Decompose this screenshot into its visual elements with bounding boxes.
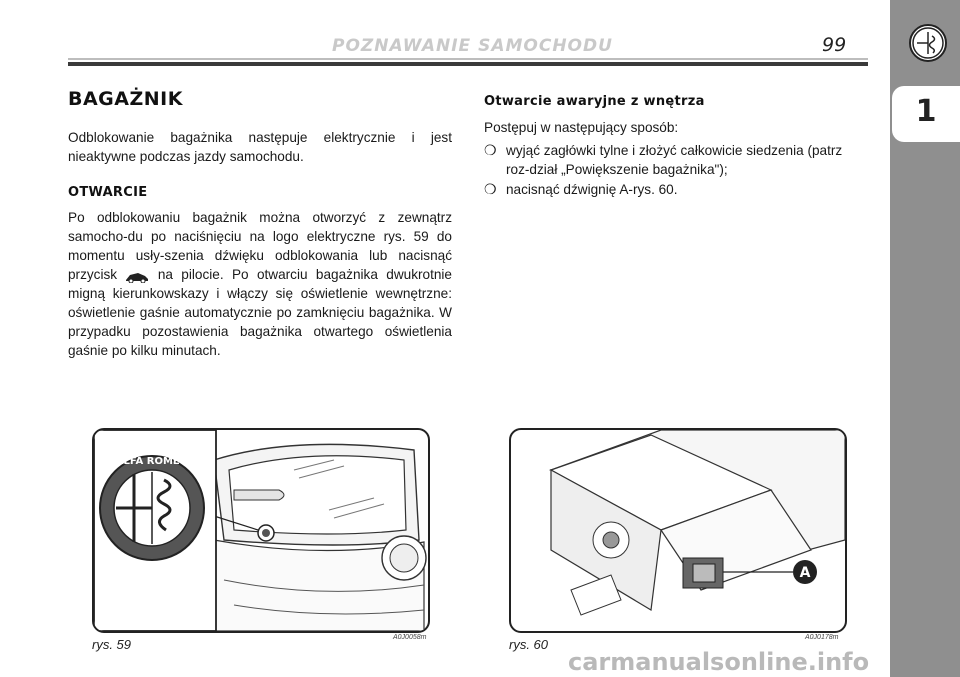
figure-59 xyxy=(92,428,430,633)
figure-59-caption: rys. 59 xyxy=(92,637,132,652)
logo-lettering: ALFA ROMEO xyxy=(115,456,189,467)
figure-59-code: A0J0058m xyxy=(393,634,427,641)
figure-60-caption: rys. 60 xyxy=(509,637,549,652)
chapter-number: 1 xyxy=(915,94,937,129)
opening-paragraph xyxy=(68,208,452,360)
list-item: ❍ nacisnąć dźwignię A-rys. 60. xyxy=(484,181,678,197)
alfa-romeo-logo-icon xyxy=(909,24,947,62)
trunk-lever-illustration xyxy=(511,430,845,631)
emergency-intro: Postępuj w następujący sposób: xyxy=(484,120,679,135)
bullet-icon: ❍ xyxy=(484,181,497,197)
opening-paragraph-part2: na pilocie. Po otwarciu bagażnika dwukrotnie migną kierunkowskazy i włączy się oświetlenie wewnętrzne: oświetlenie gaśnie automatycznie po zamknięciu bagażnika. W przypadku pozostawienia bagażnika otwartego oświetlenia gaśnie po kilku minutach. xyxy=(68,267,452,358)
callout-a: A xyxy=(799,565,811,581)
list-item: ❍ wyjąć zagłówki tylne i złożyć całkowicie siedzenia (patrz roz-dział „Powiększenie bagażnika"); xyxy=(484,142,843,177)
bullet-icon: ❍ xyxy=(484,142,497,158)
section-heading: BAGAŻNIK xyxy=(68,88,183,110)
header-rule-light xyxy=(68,58,868,60)
subheading-otwarcie: OTWARCIE xyxy=(68,185,148,200)
watermark: carmanualsonline.info xyxy=(568,648,870,676)
car-rear-illustration xyxy=(94,430,428,631)
car-trunk-icon xyxy=(125,269,149,281)
page-number: 99 xyxy=(822,34,847,56)
intro-paragraph: Odblokowanie bagażnika następuje elektrycznie i jest nieaktywne podczas jazdy samochodu. xyxy=(68,130,452,164)
opening-paragraph-part1: Po odblokowaniu bagażnik można otworzyć z zewnątrz samocho-du po naciśnięciu na logo elektryczne rys. 59 do momentu usły-szenia dźwięku odblokowania lub nacisnąć przycisk xyxy=(68,210,452,282)
subheading-emergency: Otwarcie awaryjne z wnętrza xyxy=(484,94,705,109)
figure-60-code: A0J0178m xyxy=(805,634,839,641)
figure-60 xyxy=(509,428,847,633)
header-rule xyxy=(68,62,868,66)
